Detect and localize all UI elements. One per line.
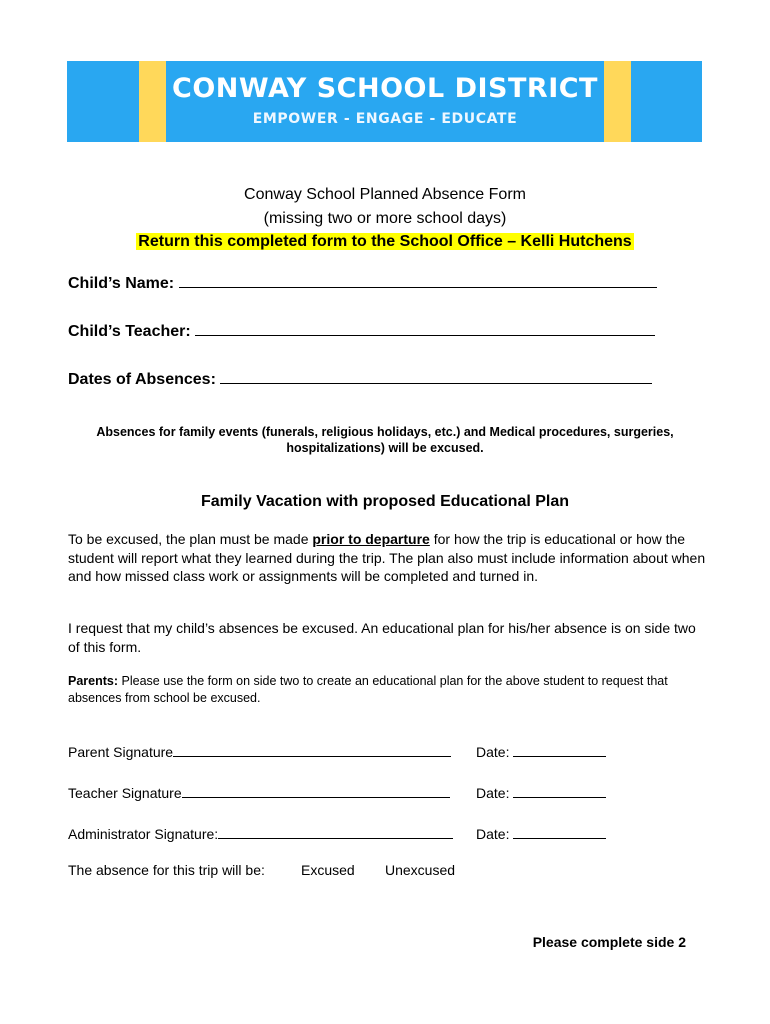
district-banner — [67, 61, 702, 142]
parent-signature-label: Parent Signature — [68, 744, 174, 760]
admin-date-field[interactable] — [476, 824, 606, 842]
parent-signature-field[interactable] — [68, 742, 451, 760]
parent-date-field[interactable] — [476, 742, 606, 760]
excused-option[interactable]: Excused — [301, 862, 355, 878]
child-teacher-line[interactable] — [195, 321, 655, 336]
admin-signature-field[interactable] — [68, 824, 453, 842]
unexcused-option[interactable]: Unexcused — [385, 862, 456, 878]
child-teacher-label: Child’s Teacher: — [68, 323, 191, 340]
child-teacher-field[interactable] — [68, 321, 655, 341]
teacher-signature-label: Teacher Signature — [68, 785, 182, 801]
parent-signature-line[interactable] — [173, 742, 451, 757]
child-name-field[interactable] — [68, 273, 657, 293]
vacation-paragraph — [68, 530, 708, 586]
admin-signature-line[interactable] — [218, 824, 453, 839]
return-note: Return this completed form to the School Office – Kelli Hutchens — [138, 233, 632, 250]
prior-to-departure: prior to departure — [312, 531, 430, 547]
form-title: Conway School Planned Absence Form — [244, 186, 526, 203]
parents-text: Please use the form on side two to create an educational plan for the above student to request that absences from school be excused. — [68, 674, 668, 705]
admin-date-line[interactable] — [513, 824, 606, 839]
admin-signature-label: Administrator Signature: — [68, 826, 219, 842]
request-paragraph: I request that my child’s absences be excused. An educational plan for his/her absence is on side two of this form. — [68, 620, 696, 655]
dates-label: Dates of Absences: — [68, 371, 216, 388]
teacher-date-line[interactable] — [513, 783, 606, 798]
footer-note: Please complete side 2 — [532, 934, 686, 950]
dates-line[interactable] — [220, 369, 652, 384]
parents-label: Parents: — [68, 674, 119, 688]
vacation-text-2: for how the trip is educational or how the student will report what they learned during the trip. The plan also must include information about when and how missed class work or assignments will be completed and turned in. — [68, 531, 706, 584]
absence-outcome-label: The absence for this trip will be: — [68, 862, 265, 878]
teacher-signature-line[interactable] — [182, 783, 450, 798]
vacation-text-1: To be excused, the plan must be made — [68, 531, 313, 547]
parent-date-label: Date: — [476, 744, 510, 760]
dates-field[interactable] — [68, 369, 652, 389]
parent-date-line[interactable] — [513, 742, 606, 757]
child-name-label: Child’s Name: — [68, 275, 175, 292]
admin-date-label: Date: — [476, 826, 510, 842]
vacation-title: Family Vacation with proposed Educational Plan — [200, 493, 570, 510]
banner-stripe-right — [604, 61, 631, 142]
banner-stripe-left — [139, 61, 166, 142]
district-name: CONWAY SCHOOL DISTRICT — [172, 73, 598, 104]
excused-note: Absences for family events (funerals, religious holidays, etc.) and Medical procedures, surgeries, hospitalizations) will be excused. — [96, 425, 674, 455]
district-tagline: EMPOWER - ENGAGE - EDUCATE — [252, 111, 518, 127]
child-name-line[interactable] — [179, 273, 657, 288]
teacher-date-label: Date: — [476, 785, 510, 801]
teacher-signature-field[interactable] — [68, 783, 450, 801]
teacher-date-field[interactable] — [476, 783, 606, 801]
form-subtitle: (missing two or more school days) — [263, 210, 507, 227]
parents-paragraph — [68, 673, 708, 707]
